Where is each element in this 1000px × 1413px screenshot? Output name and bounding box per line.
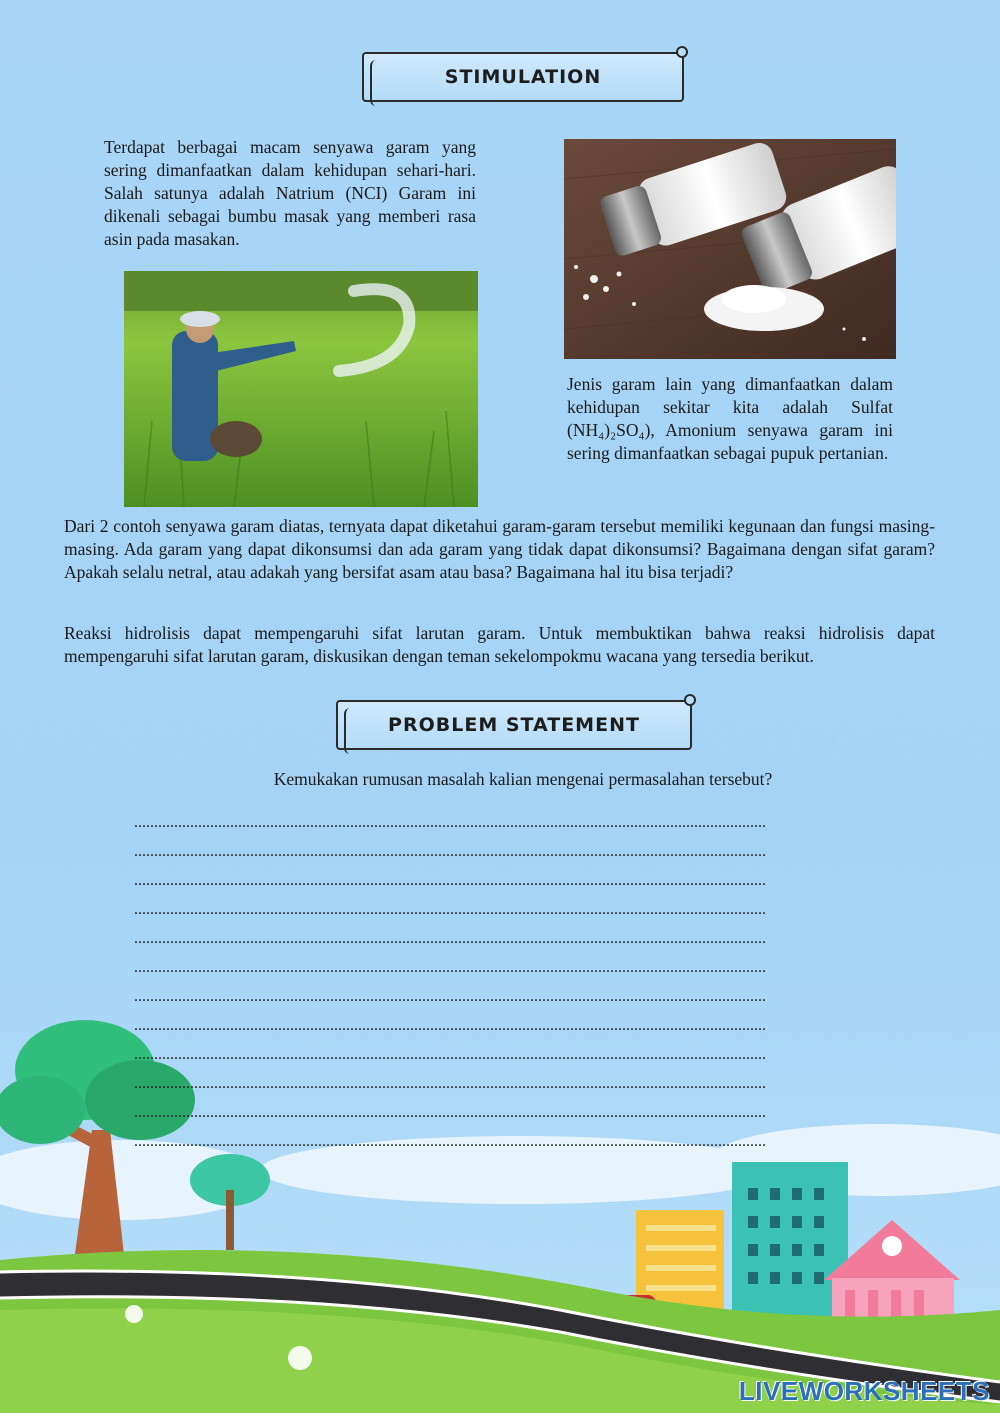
- problem-statement-title: PROBLEM STATEMENT: [388, 714, 640, 736]
- answer-line[interactable]: ..............................................................................................................................................................: [134, 872, 766, 889]
- stimulation-title: STIMULATION: [444, 66, 602, 88]
- discussion-paragraph: Dari 2 contoh senyawa garam diatas, ternyata dapat diketahui garam-garam tersebut memiliki kegunaan dan fungsi masing- masing. Ada garam yang dapat dikonsumsi dan ada garam yang tidak dapat dikonsumsi? Bagaimana dengan sifat garam? Apakah selalu netral, atau adakah yang bersifat asam atau basa? Bagaimana hal itu bisa terjadi?: [64, 516, 935, 582]
- liveworksheets-logo: [739, 1376, 990, 1407]
- answer-line[interactable]: ..............................................................................................................................................................: [134, 959, 766, 976]
- intro-paragraph: Terdapat berbagai macam senyawa garam yang sering dimanfaatkan dalam kehidupan sehari-hari. Salah satunya adalah Natrium (NCI) Garam ini dikenali sebagai bumbu masak yang memberi rasa asin pada masakan.: [104, 137, 476, 249]
- liveworksheets-logo-text: LIVEWORKSHEETS: [738, 1376, 990, 1406]
- answer-line[interactable]: ..............................................................................................................................................................: [134, 814, 766, 831]
- answer-line[interactable]: ..............................................................................................................................................................: [134, 1075, 766, 1092]
- ammonium-paragraph: Jenis garam lain yang dimanfaatkan dalam kehidupan sekitar kita adalah Sulfat (NH₄)₂SO₄), Amonium senyawa garam ini sering dimanfaatkan sebagai pupuk pertanian.: [567, 374, 893, 463]
- answer-line[interactable]: ..............................................................................................................................................................: [134, 843, 766, 860]
- problem-question: Kemukakan rumusan masalah kalian mengenai permasalahan tersebut?: [273, 769, 773, 789]
- answer-line[interactable]: ..............................................................................................................................................................: [134, 1133, 766, 1150]
- farmer-rice-field-image: [124, 271, 478, 507]
- answer-line[interactable]: ..............................................................................................................................................................: [134, 1104, 766, 1121]
- answer-line[interactable]: ..............................................................................................................................................................: [134, 988, 766, 1005]
- hydrolysis-paragraph: Reaksi hidrolisis dapat mempengaruhi sifat larutan garam. Untuk membuktikan bahwa reaksi hidrolisis dapat mempengaruhi sifat larutan garam, diskusikan dengan teman sekelompokmu wacana yang tersedia berikut.: [64, 623, 935, 666]
- answer-line[interactable]: ..............................................................................................................................................................: [134, 1046, 766, 1063]
- stimulation-banner: [362, 52, 684, 102]
- answer-line[interactable]: ..............................................................................................................................................................: [134, 901, 766, 918]
- salt-shakers-image: [564, 139, 896, 359]
- city-landscape-illustration: [0, 1010, 1000, 1413]
- answer-line[interactable]: ..............................................................................................................................................................: [134, 1017, 766, 1034]
- answer-line[interactable]: ..............................................................................................................................................................: [134, 930, 766, 947]
- problem-statement-banner: [336, 700, 692, 750]
